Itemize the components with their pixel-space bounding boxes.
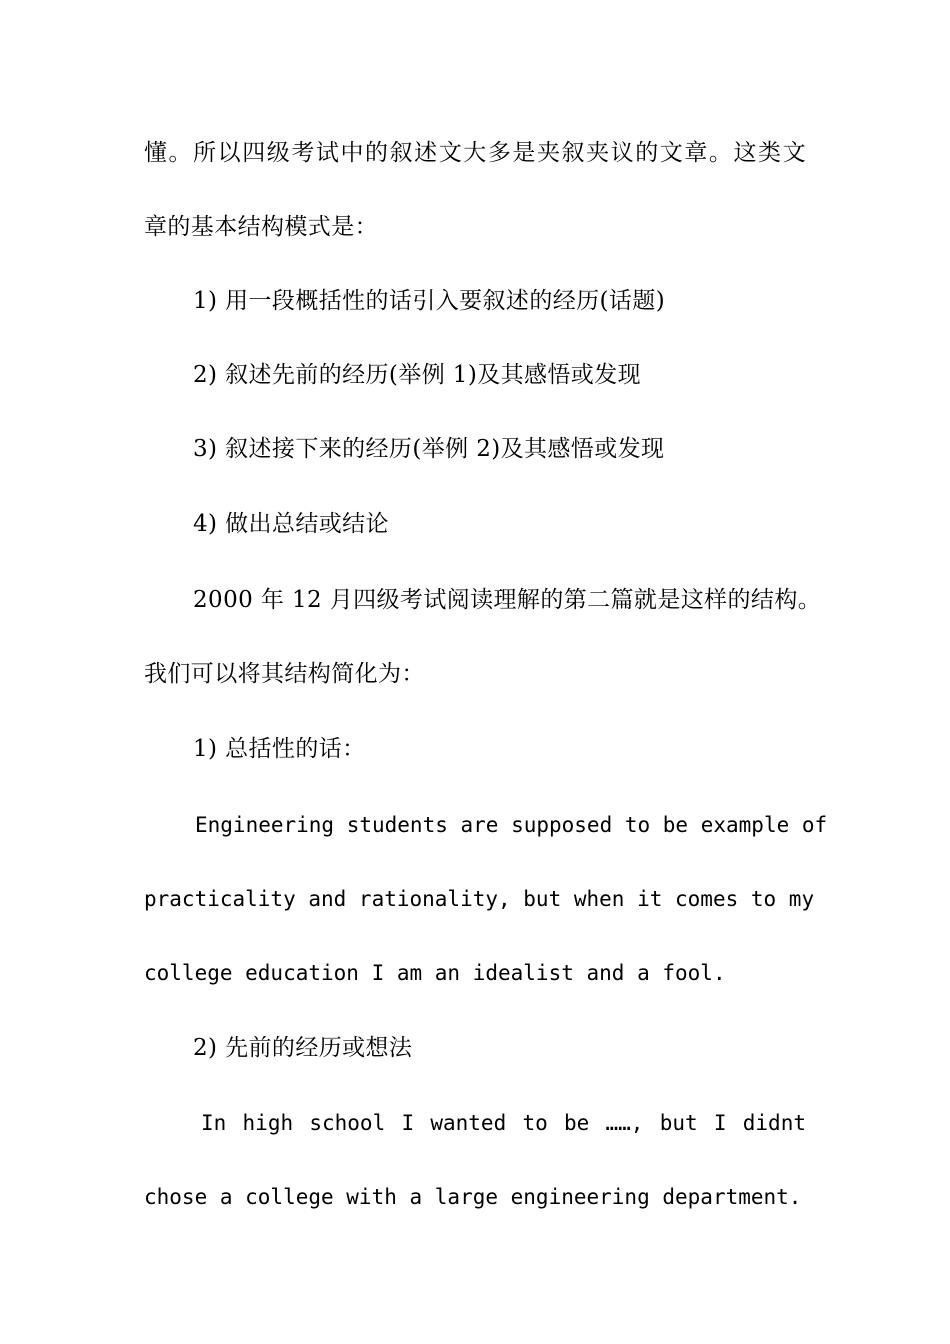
summary-heading: 1) 总括性的话： [193,736,366,762]
english-example-line-2: chose a college with a large engineering department. [144,1185,802,1209]
english-example-line-1: In high school I wanted to be ……, but I didnt [201,1111,806,1135]
structure-item-1: 1) 用一段概括性的话引入要叙述的经历(话题) [193,288,666,314]
english-quote-line-1: Engineering students are supposed to be example of [195,813,828,837]
structure-item-2: 2) 叙述先前的经历(举例 1)及其感悟或发现 [193,362,642,388]
example-intro-line-2: 我们可以将其结构简化为： [144,661,425,687]
structure-item-3: 3) 叙述接下来的经历(举例 2)及其感悟或发现 [193,436,665,462]
example-intro-line-1: 2000 年 12 月四级考试阅读理解的第二篇就是这样的结构。 [193,587,822,613]
structure-item-4: 4) 做出总结或结论 [193,511,389,537]
paragraph-line-2: 章的基本结构模式是： [144,214,378,240]
english-quote-line-2: practicality and rationality, but when it comes to my [144,887,815,911]
paragraph-line-1: 懂。所以四级考试中的叙述文大多是夹叙夹议的文章。这类文 [144,140,806,166]
previous-experience-heading: 2) 先前的经历或想法 [193,1035,413,1061]
english-quote-line-3: college education I am an idealist and a fool. [144,961,726,985]
